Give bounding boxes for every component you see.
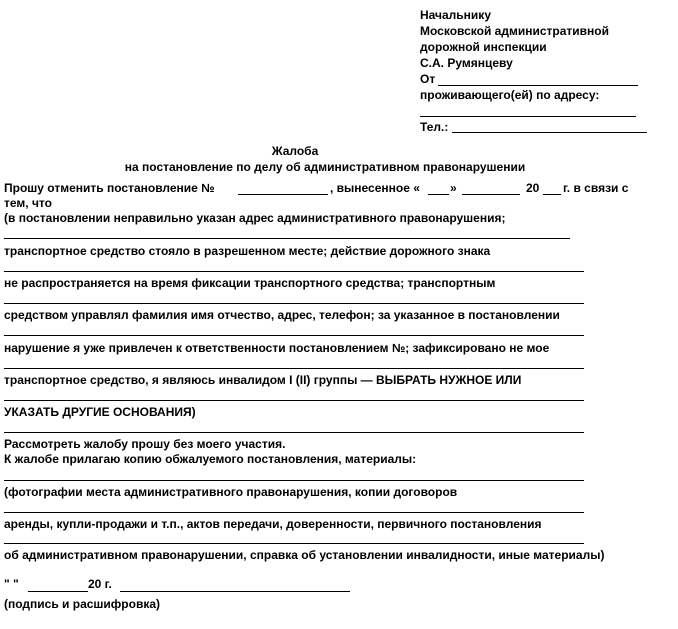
attachment-rule-0 bbox=[4, 480, 584, 481]
reason-rule-1 bbox=[4, 238, 570, 239]
from-label: От bbox=[420, 72, 436, 86]
attachment-rule-1 bbox=[4, 512, 584, 513]
reason-line-1: (в постановлении неправильно указан адрес административного правонарушения; bbox=[4, 211, 506, 225]
attachment-line-1: (фотографии места административного правонарушения, копии договоров bbox=[4, 485, 458, 499]
signature-caption: (подпись и расшифровка) bbox=[4, 597, 161, 611]
month-blank-line bbox=[462, 194, 520, 195]
addressee-line-1: Начальнику bbox=[420, 8, 491, 22]
addressee-line-2: Московской административной bbox=[420, 24, 609, 38]
year-prefix: 20 bbox=[526, 181, 540, 195]
year-blank-line bbox=[543, 194, 561, 195]
reason-rule-3 bbox=[4, 303, 584, 304]
reason-rule-6 bbox=[4, 400, 584, 401]
signature-blank-line bbox=[120, 591, 350, 592]
reason-rule-2 bbox=[4, 271, 584, 272]
reason-rule-7 bbox=[4, 432, 584, 433]
reason-line-7: УКАЗАТЬ ДРУГИЕ ОСНОВАНИЯ) bbox=[4, 405, 196, 419]
reason-rule-5 bbox=[4, 368, 584, 369]
reason-line-4: средством управлял фамилия имя отчество, адрес, телефон; за указанное в постановлении bbox=[4, 308, 560, 322]
complaint-subtitle: на постановление по делу об административном правонарушении bbox=[124, 160, 526, 174]
request-intro: Прошу отменить постановление № bbox=[4, 181, 215, 195]
reason-line-5: нарушение я уже привлечен к ответственности постановлением №; зафиксировано не мое bbox=[4, 341, 550, 355]
attachment-rule-2 bbox=[4, 543, 584, 544]
request-continuation: тем, что bbox=[4, 196, 52, 210]
addressee-line-3: дорожной инспекции bbox=[420, 40, 547, 54]
complaint-title: Жалоба bbox=[271, 144, 319, 158]
request-issued: , вынесенное « bbox=[330, 181, 420, 195]
signature-year: 20 г. bbox=[88, 577, 112, 591]
attachment-line-3: об административном правонарушении, справка об установлении инвалидности, иные материалы) bbox=[4, 548, 605, 562]
quote-close: » bbox=[450, 181, 457, 195]
consideration-text: Рассмотреть жалобу прошу без моего участия. bbox=[4, 437, 286, 451]
phone-label: Тел.: bbox=[420, 120, 449, 134]
reason-line-3: не распространяется на время фиксации транспортного средства; транспортным bbox=[4, 276, 496, 290]
day-blank-line bbox=[428, 194, 449, 195]
resolution-number-line bbox=[238, 194, 328, 195]
from-blank-line bbox=[438, 85, 638, 86]
year-suffix: г. в связи с bbox=[563, 181, 629, 195]
phone-blank-line bbox=[452, 132, 647, 133]
reason-line-2: транспортное средство стояло в разрешенном месте; действие дорожного знака bbox=[4, 244, 491, 258]
address-label: проживающего(ей) по адресу: bbox=[420, 88, 600, 102]
address-blank-line bbox=[420, 116, 636, 117]
addressee-line-4: С.А. Румянцеву bbox=[420, 56, 513, 70]
reason-rule-4 bbox=[4, 335, 584, 336]
reason-line-6: транспортное средство, я являюсь инвалидом I (II) группы — ВЫБРАТЬ НУЖНОЕ ИЛИ bbox=[4, 373, 522, 387]
attachment-line-2: аренды, купли-продажи и т.п., актов передачи, доверенности, первичного постановления bbox=[4, 517, 542, 531]
attachments-intro: К жалобе прилагаю копию обжалуемого постановления, материалы: bbox=[4, 452, 417, 466]
date-blank-line bbox=[28, 591, 88, 592]
date-quotes: " " bbox=[4, 577, 19, 591]
